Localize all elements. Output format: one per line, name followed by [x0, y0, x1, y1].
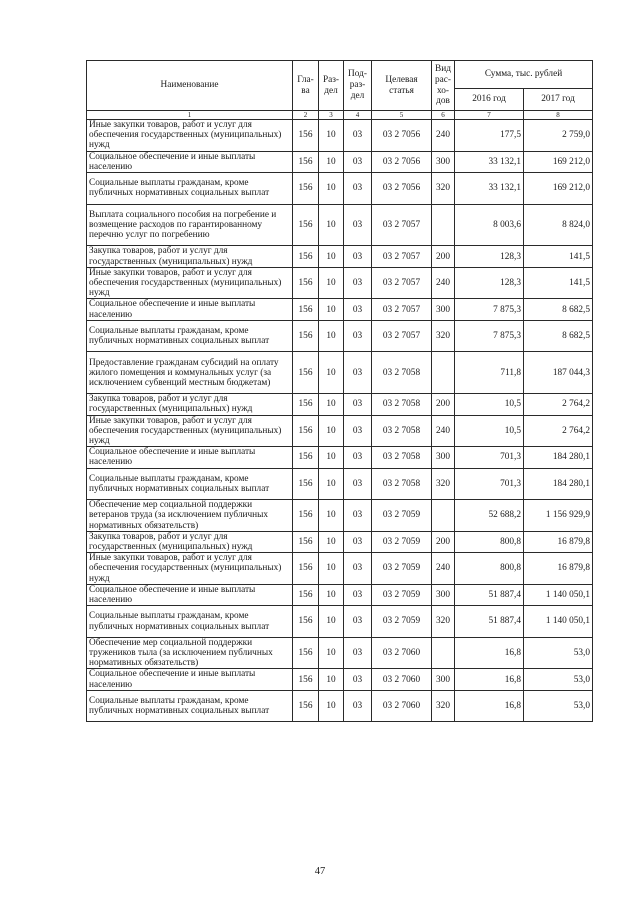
- row-section: 10: [319, 173, 344, 205]
- table-row: [87, 299, 593, 320]
- row-subsection: 03: [344, 246, 372, 267]
- row-section: 10: [319, 584, 344, 605]
- row-subsection: 03: [344, 320, 372, 352]
- row-target-article: 03 2 7057: [372, 299, 432, 320]
- row-section: 10: [319, 447, 344, 468]
- row-target-article: 03 2 7060: [372, 669, 432, 690]
- header-sum: Сумма, тыс. рублей: [455, 61, 593, 89]
- row-section: 10: [319, 468, 344, 500]
- row-amount-2017: 8 682,5: [524, 299, 593, 320]
- row-subsection: 03: [344, 606, 372, 638]
- row-target-article: 03 2 7058: [372, 468, 432, 500]
- row-chapter: 156: [293, 500, 319, 532]
- row-target-article: 03 2 7060: [372, 637, 432, 669]
- row-amount-2017: 187 044,3: [524, 352, 593, 394]
- row-expense-type: [432, 352, 455, 394]
- row-target-article: 03 2 7057: [372, 246, 432, 267]
- row-subsection: 03: [344, 173, 372, 205]
- row-target-article: 03 2 7056: [372, 173, 432, 205]
- row-amount-2017: 2 764,2: [524, 415, 593, 447]
- row-name: Социальное обеспечение и иные выплаты населению: [87, 299, 293, 320]
- row-subsection: 03: [344, 669, 372, 690]
- row-target-article: 03 2 7058: [372, 394, 432, 415]
- row-subsection: 03: [344, 500, 372, 532]
- table-body: [87, 120, 593, 722]
- row-target-article: 03 2 7059: [372, 553, 432, 585]
- row-section: 10: [319, 352, 344, 394]
- row-target-article: 03 2 7057: [372, 204, 432, 246]
- row-subsection: 03: [344, 553, 372, 585]
- row-amount-2016: 33 132,1: [455, 173, 524, 205]
- row-chapter: 156: [293, 584, 319, 605]
- table-row: [87, 637, 593, 669]
- row-expense-type: [432, 204, 455, 246]
- table-row: [87, 500, 593, 532]
- header-name: Наименование: [87, 61, 293, 111]
- row-target-article: 03 2 7056: [372, 120, 432, 152]
- row-section: 10: [319, 320, 344, 352]
- row-name: Социальное обеспечение и иные выплаты населению: [87, 447, 293, 468]
- row-amount-2016: 128,3: [455, 267, 524, 299]
- row-chapter: 156: [293, 246, 319, 267]
- row-chapter: 156: [293, 204, 319, 246]
- row-subsection: 03: [344, 531, 372, 552]
- row-amount-2016: 177,5: [455, 120, 524, 152]
- row-amount-2017: 141,5: [524, 267, 593, 299]
- column-number-row: [87, 111, 593, 120]
- row-expense-type: 200: [432, 394, 455, 415]
- row-name: Иные закупки товаров, работ и услуг для обеспечения государственных (муниципальных) нужд: [87, 415, 293, 447]
- row-name: Закупка товаров, работ и услуг для государственных (муниципальных) нужд: [87, 394, 293, 415]
- header-expense-type: Вид рас- хо- дов: [432, 61, 455, 111]
- table-row: [87, 151, 593, 172]
- row-amount-2016: 10,5: [455, 394, 524, 415]
- row-subsection: 03: [344, 299, 372, 320]
- row-expense-type: 240: [432, 267, 455, 299]
- row-chapter: 156: [293, 553, 319, 585]
- row-amount-2017: 169 212,0: [524, 151, 593, 172]
- header-section: Раз- дел: [319, 61, 344, 111]
- row-name: Социальные выплаты гражданам, кроме публичных нормативных социальных выплат: [87, 690, 293, 722]
- row-target-article: 03 2 7059: [372, 531, 432, 552]
- row-chapter: 156: [293, 320, 319, 352]
- row-chapter: 156: [293, 531, 319, 552]
- row-amount-2016: 52 688,2: [455, 500, 524, 532]
- row-amount-2017: 184 280,1: [524, 468, 593, 500]
- row-target-article: 03 2 7057: [372, 267, 432, 299]
- row-name: Иные закупки товаров, работ и услуг для обеспечения государственных (муниципальных) нужд: [87, 120, 293, 152]
- column-number: 8: [524, 111, 593, 120]
- row-subsection: 03: [344, 468, 372, 500]
- row-target-article: 03 2 7058: [372, 447, 432, 468]
- budget-table: [86, 60, 593, 722]
- row-subsection: 03: [344, 120, 372, 152]
- column-number: 1: [87, 111, 293, 120]
- row-expense-type: 320: [432, 468, 455, 500]
- page-number: 47: [314, 866, 326, 877]
- row-name: Социальные выплаты гражданам, кроме публичных нормативных социальных выплат: [87, 606, 293, 638]
- column-number: 6: [432, 111, 455, 120]
- table-row: [87, 468, 593, 500]
- row-amount-2017: 8 824,0: [524, 204, 593, 246]
- row-chapter: 156: [293, 447, 319, 468]
- row-amount-2017: 169 212,0: [524, 173, 593, 205]
- row-expense-type: 320: [432, 690, 455, 722]
- row-amount-2016: 701,3: [455, 447, 524, 468]
- row-expense-type: 320: [432, 606, 455, 638]
- row-chapter: 156: [293, 637, 319, 669]
- row-section: 10: [319, 500, 344, 532]
- row-expense-type: 240: [432, 415, 455, 447]
- row-amount-2016: 16,8: [455, 690, 524, 722]
- row-subsection: 03: [344, 690, 372, 722]
- table-row: [87, 606, 593, 638]
- column-number: 5: [372, 111, 432, 120]
- row-expense-type: [432, 500, 455, 532]
- row-chapter: 156: [293, 415, 319, 447]
- header-year-2016: 2016 год: [455, 89, 524, 111]
- row-section: 10: [319, 299, 344, 320]
- row-chapter: 156: [293, 151, 319, 172]
- row-chapter: 156: [293, 690, 319, 722]
- row-amount-2017: 53,0: [524, 690, 593, 722]
- row-chapter: 156: [293, 267, 319, 299]
- row-amount-2017: 8 682,5: [524, 320, 593, 352]
- row-amount-2016: 7 875,3: [455, 320, 524, 352]
- column-number: 4: [344, 111, 372, 120]
- row-name: Социальное обеспечение и иные выплаты населению: [87, 584, 293, 605]
- row-section: 10: [319, 204, 344, 246]
- row-amount-2016: 33 132,1: [455, 151, 524, 172]
- row-expense-type: [432, 637, 455, 669]
- header-chapter: Гла- ва: [293, 61, 319, 111]
- row-chapter: 156: [293, 299, 319, 320]
- row-section: 10: [319, 267, 344, 299]
- row-target-article: 03 2 7058: [372, 352, 432, 394]
- row-target-article: 03 2 7056: [372, 151, 432, 172]
- row-amount-2016: 711,8: [455, 352, 524, 394]
- column-number: 7: [455, 111, 524, 120]
- row-target-article: 03 2 7057: [372, 320, 432, 352]
- row-amount-2017: 2 759,0: [524, 120, 593, 152]
- row-amount-2016: 16,8: [455, 669, 524, 690]
- row-name: Социальные выплаты гражданам, кроме публичных нормативных социальных выплат: [87, 173, 293, 205]
- row-name: Закупка товаров, работ и услуг для государственных (муниципальных) нужд: [87, 531, 293, 552]
- row-amount-2016: 800,8: [455, 553, 524, 585]
- row-amount-2016: 7 875,3: [455, 299, 524, 320]
- row-name: Социальные выплаты гражданам, кроме публичных нормативных социальных выплат: [87, 468, 293, 500]
- row-target-article: 03 2 7059: [372, 606, 432, 638]
- row-chapter: 156: [293, 120, 319, 152]
- row-chapter: 156: [293, 468, 319, 500]
- row-name: Обеспечение мер социальной поддержки тружеников тыла (за исключением публичных нормативных обязательств): [87, 637, 293, 669]
- header-target-article: Целевая статья: [372, 61, 432, 111]
- row-chapter: 156: [293, 352, 319, 394]
- row-section: 10: [319, 669, 344, 690]
- row-amount-2017: 53,0: [524, 669, 593, 690]
- row-subsection: 03: [344, 352, 372, 394]
- row-name: Выплата социального пособия на погребение и возмещение расходов по гарантированному перечню услуг по погребению: [87, 204, 293, 246]
- table-row: [87, 204, 593, 246]
- row-expense-type: 320: [432, 173, 455, 205]
- row-target-article: 03 2 7060: [372, 690, 432, 722]
- row-target-article: 03 2 7059: [372, 584, 432, 605]
- row-section: 10: [319, 120, 344, 152]
- table-row: [87, 320, 593, 352]
- row-amount-2016: 16,8: [455, 637, 524, 669]
- row-name: Иные закупки товаров, работ и услуг для обеспечения государственных (муниципальных) нужд: [87, 267, 293, 299]
- row-amount-2016: 800,8: [455, 531, 524, 552]
- row-section: 10: [319, 606, 344, 638]
- row-section: 10: [319, 553, 344, 585]
- row-expense-type: 240: [432, 553, 455, 585]
- table-row: [87, 669, 593, 690]
- row-amount-2017: 1 140 050,1: [524, 606, 593, 638]
- row-amount-2016: 701,3: [455, 468, 524, 500]
- table-row: [87, 447, 593, 468]
- row-amount-2017: 141,5: [524, 246, 593, 267]
- table-row: [87, 584, 593, 605]
- row-amount-2017: 16 879,8: [524, 531, 593, 552]
- row-name: Иные закупки товаров, работ и услуг для обеспечения государственных (муниципальных) нужд: [87, 553, 293, 585]
- row-expense-type: 300: [432, 151, 455, 172]
- row-amount-2017: 2 764,2: [524, 394, 593, 415]
- row-subsection: 03: [344, 394, 372, 415]
- row-amount-2017: 184 280,1: [524, 447, 593, 468]
- row-subsection: 03: [344, 584, 372, 605]
- header-year-2017: 2017 год: [524, 89, 593, 111]
- row-amount-2016: 10,5: [455, 415, 524, 447]
- row-name: Социальные выплаты гражданам, кроме публичных нормативных социальных выплат: [87, 320, 293, 352]
- header-subsection: Под- раз- дел: [344, 61, 372, 111]
- table-row: [87, 246, 593, 267]
- column-number: 3: [319, 111, 344, 120]
- row-expense-type: 300: [432, 447, 455, 468]
- row-amount-2017: 1 140 050,1: [524, 584, 593, 605]
- row-expense-type: 200: [432, 531, 455, 552]
- row-amount-2016: 51 887,4: [455, 584, 524, 605]
- row-subsection: 03: [344, 267, 372, 299]
- table-row: [87, 394, 593, 415]
- row-subsection: 03: [344, 637, 372, 669]
- row-section: 10: [319, 637, 344, 669]
- row-subsection: 03: [344, 447, 372, 468]
- row-target-article: 03 2 7058: [372, 415, 432, 447]
- row-section: 10: [319, 246, 344, 267]
- table-row: [87, 267, 593, 299]
- row-name: Закупка товаров, работ и услуг для государственных (муниципальных) нужд: [87, 246, 293, 267]
- row-name: Предоставление гражданам субсидий на оплату жилого помещения и коммунальных услуг (за исключением субвенций местным бюджетам): [87, 352, 293, 394]
- row-name: Обеспечение мер социальной поддержки ветеранов труда (за исключением публичных нормативных обязательств): [87, 500, 293, 532]
- row-amount-2016: 128,3: [455, 246, 524, 267]
- row-expense-type: 200: [432, 246, 455, 267]
- row-section: 10: [319, 151, 344, 172]
- table-row: [87, 173, 593, 205]
- row-chapter: 156: [293, 394, 319, 415]
- table-row: [87, 415, 593, 447]
- row-subsection: 03: [344, 151, 372, 172]
- row-amount-2017: 1 156 929,9: [524, 500, 593, 532]
- row-amount-2016: 51 887,4: [455, 606, 524, 638]
- row-section: 10: [319, 415, 344, 447]
- row-expense-type: 300: [432, 299, 455, 320]
- row-expense-type: 320: [432, 320, 455, 352]
- row-subsection: 03: [344, 415, 372, 447]
- row-name: Социальное обеспечение и иные выплаты населению: [87, 669, 293, 690]
- column-number: 2: [293, 111, 319, 120]
- row-expense-type: 300: [432, 669, 455, 690]
- row-expense-type: 240: [432, 120, 455, 152]
- table-row: [87, 531, 593, 552]
- row-section: 10: [319, 690, 344, 722]
- table-row: [87, 690, 593, 722]
- row-section: 10: [319, 394, 344, 415]
- table-row: [87, 553, 593, 585]
- row-amount-2017: 53,0: [524, 637, 593, 669]
- row-expense-type: 300: [432, 584, 455, 605]
- row-chapter: 156: [293, 173, 319, 205]
- row-chapter: 156: [293, 606, 319, 638]
- row-subsection: 03: [344, 204, 372, 246]
- row-amount-2017: 16 879,8: [524, 553, 593, 585]
- row-target-article: 03 2 7059: [372, 500, 432, 532]
- table-row: [87, 352, 593, 394]
- row-amount-2016: 8 003,6: [455, 204, 524, 246]
- row-section: 10: [319, 531, 344, 552]
- row-name: Социальное обеспечение и иные выплаты населению: [87, 151, 293, 172]
- table-row: [87, 120, 593, 152]
- row-chapter: 156: [293, 669, 319, 690]
